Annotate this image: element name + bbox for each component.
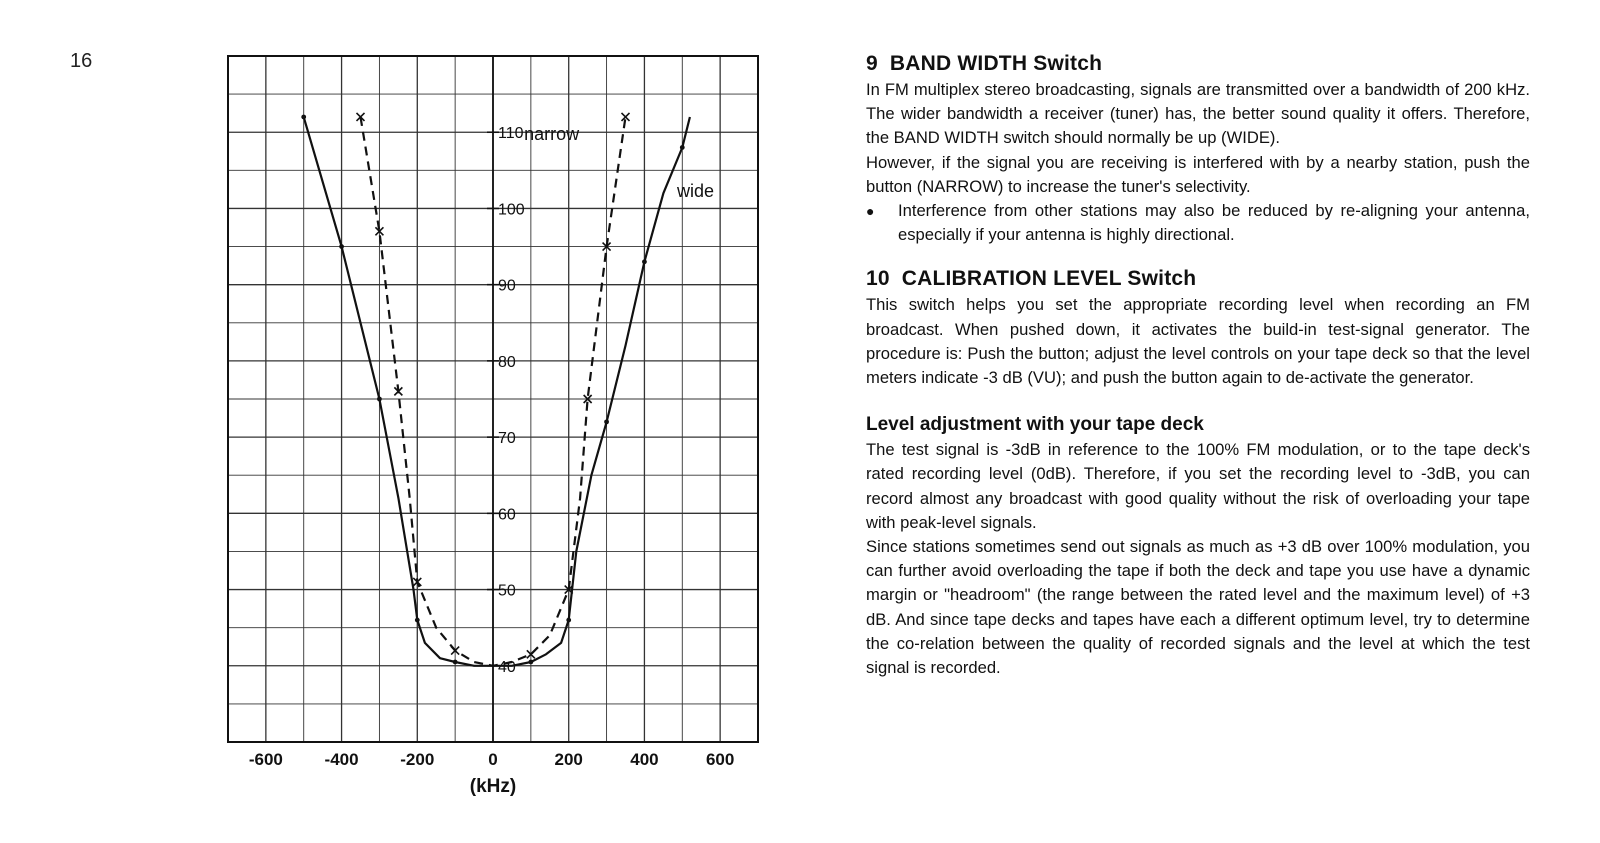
data-point-wide xyxy=(604,419,609,424)
band-width-paragraph-2: However, if the signal you are receiving is interfered with by a nearby station, push the button (NARROW) to increase the tuner's selectivity. xyxy=(866,152,1530,196)
data-point-wide xyxy=(301,115,306,120)
y-tick-label: 60 xyxy=(498,506,516,524)
data-point-wide xyxy=(377,397,382,402)
y-tick-label: 100 xyxy=(498,201,525,219)
calibration-paragraph: This switch helps you set the appropriate recording level when recording an FM broadcast. When pushed down, it activates the build-in test-signal generator. The procedure is: Push the button; adjust the level controls on your tape deck so that the level meters indicate -3 dB (VU); and push the button again to de-activate the generator. xyxy=(866,295,1530,388)
x-tick-label: -600 xyxy=(248,750,283,769)
section-title: BAND WIDTH Switch xyxy=(889,52,1103,75)
x-tick-label: -200 xyxy=(400,750,435,769)
calibration-section xyxy=(866,265,1530,390)
data-point-wide xyxy=(415,618,420,623)
section-number: 9 xyxy=(866,52,878,75)
y-tick-label: 110 xyxy=(498,125,524,143)
data-point-wide xyxy=(339,244,344,249)
bullet-icon: ● xyxy=(866,203,875,220)
section-title: CALIBRATION LEVEL Switch xyxy=(901,267,1197,291)
data-point-wide xyxy=(642,259,647,264)
text-column xyxy=(866,50,1530,680)
y-tick-label: 40 xyxy=(498,658,516,676)
bullet-text: Interference from other stations may also be reduced by re-aligning your antenna, especially if your antenna is highly directional. xyxy=(898,201,1530,245)
band-width-heading xyxy=(866,50,1530,78)
series-layer xyxy=(304,117,690,666)
data-point-wide xyxy=(453,660,458,665)
x-tick-label: 0 xyxy=(488,750,498,769)
y-tick-label: 50 xyxy=(498,582,516,600)
x-tick-label: -400 xyxy=(324,750,359,769)
band-width-bullet xyxy=(866,199,1530,247)
level-adjustment-section xyxy=(866,412,1530,680)
level-adjustment-paragraph-1: The test signal is -3dB in reference to the 100% FM modulation, or to the tape deck's rated recording level (0dB). Therefore, if you set the recording level to -3dB, you can record almost any broadcast with good quality without the risk of overloading your tape with peak-level signals. xyxy=(866,440,1530,532)
y-tick-label: 80 xyxy=(498,353,516,371)
y-tick-label: 90 xyxy=(498,277,516,295)
page-number: 16 xyxy=(70,50,93,72)
x-tick-label: 400 xyxy=(630,750,659,769)
x-tick-label: 600 xyxy=(705,750,735,769)
labels-layer xyxy=(249,124,734,797)
y-tick-label: 70 xyxy=(498,430,516,448)
section-number: 10 xyxy=(866,267,890,291)
data-point-wide xyxy=(528,660,533,665)
curve-label-narrow: narrow xyxy=(524,123,580,144)
series-line-wide xyxy=(304,117,690,666)
curve-label-wide: wide xyxy=(677,181,715,202)
data-point-wide xyxy=(566,618,571,623)
band-width-paragraph-1: In FM multiplex stereo broadcasting, signals are transmitted over a bandwidth of 200 kHz. The wider bandwidth a receiver (tuner) has, the better sound quality it offers. Therefore, the BAND WIDTH switch should normally be up (WIDE). xyxy=(866,80,1530,148)
level-adjustment-heading: Level adjustment with your tape deck xyxy=(866,414,1204,436)
band-width-section xyxy=(866,50,1530,247)
x-axis-label: (kHz) xyxy=(469,776,517,797)
x-tick-label: 200 xyxy=(554,750,583,769)
calibration-heading xyxy=(866,265,1530,293)
level-adjustment-paragraph-2: Since stations sometimes send out signals as much as +3 dB over 100% modulation, you can further avoid overloading the tape if both the deck and tape you use have a dynamic margin or "headroom" (the range between the rated level and the maximum level) of +3 dB. And since tape decks and tapes have each a different optimum level, try to determine the co-relation between the quality of recorded signals and the level at which the test signal is recorded. xyxy=(866,537,1530,678)
data-point-wide xyxy=(680,145,685,150)
